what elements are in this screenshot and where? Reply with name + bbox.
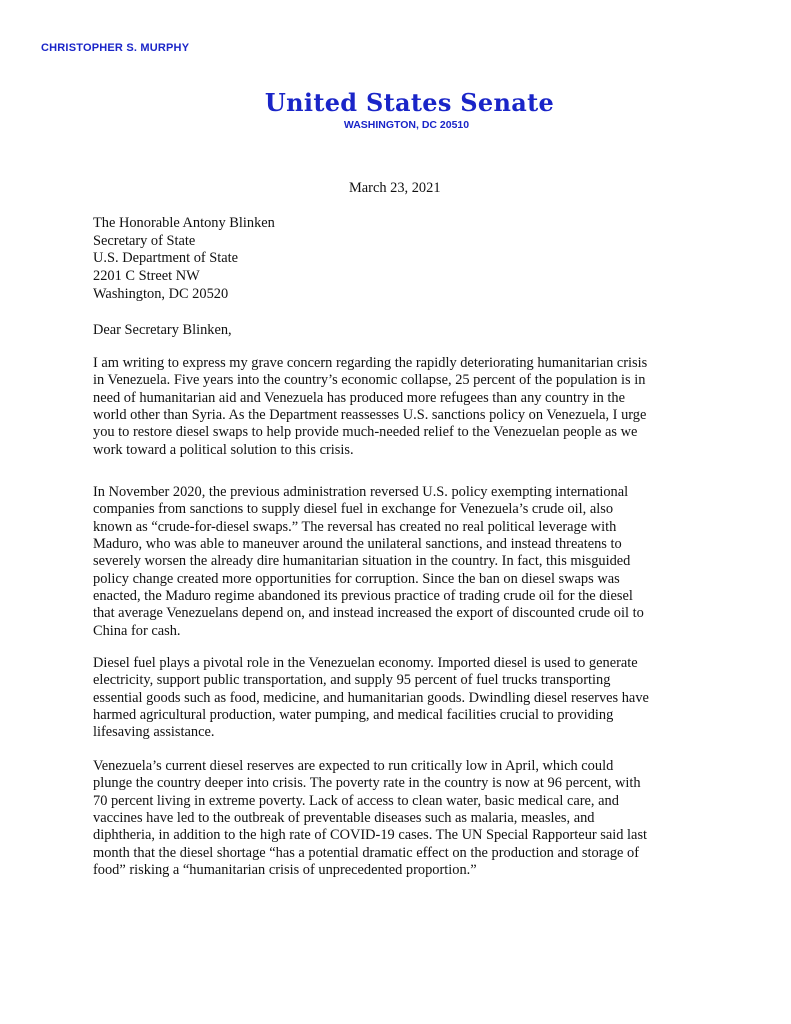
recipient-title: Secretary of State <box>93 232 196 249</box>
recipient-department: U.S. Department of State <box>93 250 239 267</box>
paragraph-line: work toward a political solution to this crisis. <box>93 441 354 458</box>
recipient-city: Washington, DC 20520 <box>93 285 229 302</box>
paragraph-line: food” risking a “humanitarian crisis of unprecedented proportion.” <box>93 862 477 879</box>
paragraph-line: month that the diesel shortage “has a potential dramatic effect on the production and storage of <box>93 844 639 861</box>
paragraph-line: need of humanitarian aid and Venezuela has produced more refugees than any country in the <box>93 389 625 406</box>
paragraph-line: electricity, support public transportation, and supply 95 percent of fuel trucks transporting <box>93 672 611 689</box>
paragraph-line: lifesaving assistance. <box>93 724 215 741</box>
paragraph-line: harmed agricultural production, water pumping, and medical facilities crucial to providing <box>93 707 614 724</box>
paragraph-line: severely worsen the already dire humanitarian situation in the country. In fact, this misguided <box>93 553 631 570</box>
chamber-address: WASHINGTON, DC 20510 <box>343 119 470 131</box>
paragraph-line: enacted, the Maduro regime abandoned its previous practice of trading crude oil for the diesel <box>93 588 633 605</box>
salutation: Dear Secretary Blinken, <box>93 322 232 338</box>
paragraph-line: essential goods such as food, medicine, and humanitarian goods. Dwindling diesel reserves have <box>93 689 649 706</box>
recipient-address <box>93 215 275 304</box>
paragraph-line: I am writing to express my grave concern regarding the rapidly deteriorating humanitarian crisis <box>93 355 648 371</box>
paragraph-line: 70 percent living in extreme poverty. Lack of access to clean water, basic medical care, and <box>93 792 619 809</box>
paragraph <box>93 655 705 742</box>
paragraph <box>93 355 705 459</box>
paragraph-line: diphtheria, in addition to the high rate of COVID-19 cases. The UN Special Rapporteur said last <box>93 827 648 844</box>
paragraph-line: in Venezuela. Five years into the country’s economic collapse, 25 percent of the population is in <box>93 372 646 389</box>
paragraph-line: you to restore diesel swaps to help provide much-needed relief to the Venezuelan people as we <box>93 424 638 441</box>
paragraph-line: Diesel fuel plays a pivotal role in the Venezuelan economy. Imported diesel is used to generate <box>93 655 638 671</box>
paragraph-line: plunge the country deeper into crisis. The poverty rate in the country is now at 96 percent, with <box>93 775 641 792</box>
paragraph-line: policy change created more opportunities for corruption. Since the ban on diesel swaps was <box>93 570 620 587</box>
paragraph-line: that average Venezuelans depend on, and instead increased the export of discounted crude oil to <box>93 605 644 622</box>
paragraph-line: Venezuela’s current diesel reserves are expected to run critically low in April, which could <box>93 758 614 774</box>
letterhead <box>0 88 791 132</box>
paragraph-line: companies from sanctions to supply diesel fuel in exchange for Venezuela’s crude oil, also <box>93 501 614 518</box>
paragraph-line: vaccines have led to the outbreak of preventable diseases such as malaria, measles, and <box>93 810 595 827</box>
recipient-name: The Honorable Antony Blinken <box>93 215 275 231</box>
paragraph-line: Maduro, who was able to maneuver around the unilateral sanctions, and instead threatens to <box>93 536 622 553</box>
paragraph-line: world other than Syria. As the Department reassesses U.S. sanctions policy on Venezuela, I urge <box>93 407 647 424</box>
paragraph-line: In November 2020, the previous administration reversed U.S. policy exempting international <box>93 484 629 500</box>
sender-name: CHRISTOPHER S. MURPHY <box>41 42 190 54</box>
recipient-street: 2201 C Street NW <box>93 268 200 285</box>
paragraph <box>93 758 705 879</box>
paragraph-line: known as “crude-for-diesel swaps.” The reversal has created no real political leverage with <box>93 518 617 535</box>
letter-date: March 23, 2021 <box>349 180 441 196</box>
chamber-title: United States Senate <box>264 88 555 117</box>
paragraph-line: China for cash. <box>93 622 181 639</box>
paragraph <box>93 484 705 640</box>
